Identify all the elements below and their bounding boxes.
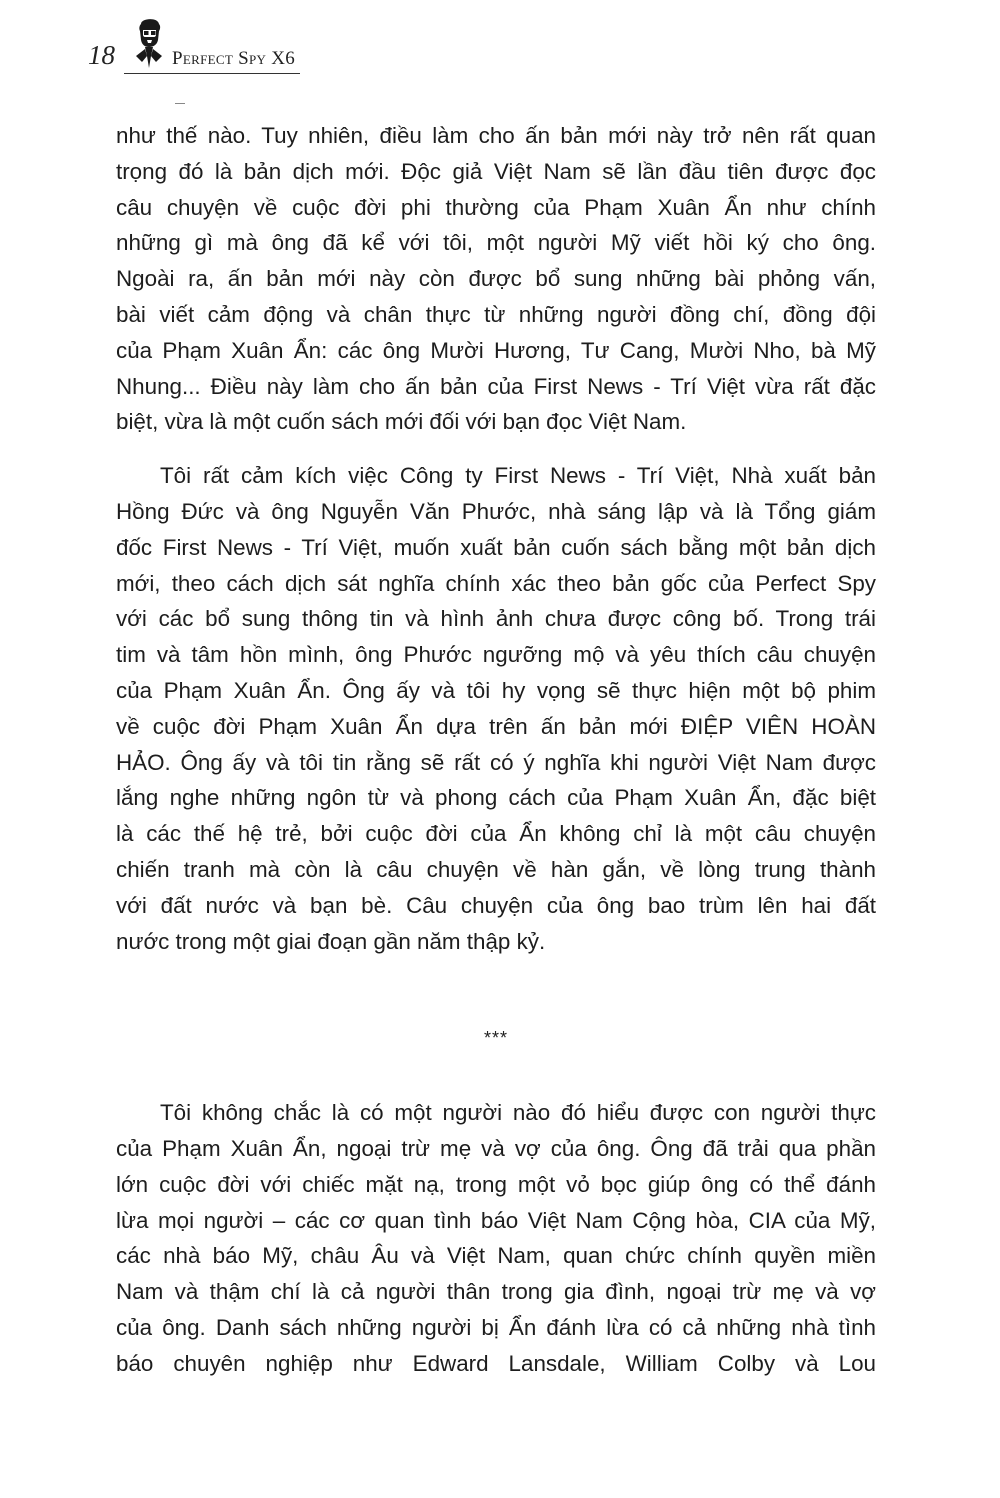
text-line: những gì mà ông đã kể với tôi, một người Mỹ viết hồi ký cho ông. (116, 230, 876, 256)
text-line: của Phạm Xuân Ẩn. Ông ấy và tôi hy vọng sẽ thực hiện một bộ phim (116, 677, 876, 703)
text-line: của Phạm Xuân Ẩn, ngoại trừ mẹ và vợ của ông. Ông đã trải qua phần (116, 1135, 876, 1161)
text-line: bài viết cảm động và chân thực từ những người đồng chí, đồng đội (116, 301, 876, 327)
print-speck (175, 103, 185, 104)
text-line: Ngoài ra, ấn bản mới này còn được bổ sung những bài phỏng vấn, (116, 266, 876, 292)
text-line: với các bổ sung thông tin và hình ảnh chưa được công bố. Trong trái (116, 606, 876, 632)
text-line: đốc First News - Trí Việt, muốn xuất bản cuốn sách bằng một bản dịch (116, 534, 876, 560)
text-line: là các thế hệ trẻ, bởi cuộc đời của Ẩn không chỉ là một câu chuyện (116, 821, 876, 847)
text-line: Tôi rất cảm kích việc Công ty First News - Trí Việt, Nhà xuất bản (160, 463, 876, 489)
running-title: Perfect Spy X6 (172, 48, 296, 69)
paragraph-1 (116, 118, 876, 440)
text-line: chiến tranh mà còn là câu chuyện về hàn gắn, về lòng trung thành (116, 856, 876, 882)
text-line: mới, theo cách dịch sát nghĩa chính xác theo bản gốc của Perfect Spy (116, 570, 876, 596)
section-separator: *** (483, 1028, 508, 1049)
page-header (88, 14, 308, 74)
portrait-icon (132, 16, 166, 68)
text-line: của Phạm Xuân Ẩn: các ông Mười Hương, Tư Cang, Mười Nho, bà Mỹ (116, 337, 876, 363)
text-line: lớn cuộc đời với chiếc mặt nạ, trong một vỏ bọc giúp ông có thể đánh (116, 1171, 876, 1197)
page-number: 18 (88, 40, 115, 70)
text-line: Nhung... Điều này làm cho ấn bản của First News - Trí Việt vừa rất đặc (116, 373, 876, 399)
text-line: các nhà báo Mỹ, châu Âu và Việt Nam, quan chức chính quyền miền (116, 1243, 876, 1269)
paragraph-3 (116, 1095, 876, 1381)
text-line: với đất nước và bạn bè. Câu chuyện của ông bao trùm lên hai đất (116, 892, 876, 918)
text-line: như thế nào. Tuy nhiên, điều làm cho ấn bản mới này trở nên rất quan (116, 123, 876, 148)
header-rule (124, 73, 300, 74)
text-line: Tôi không chắc là có một người nào đó hiểu được con người thực (160, 1100, 876, 1126)
text-line: báo chuyên nghiệp như Edward Lansdale, William Colby và Lou (116, 1350, 876, 1376)
text-line: Hồng Đức và ông Nguyễn Văn Phước, nhà sáng lập và là Tổng giám (116, 498, 876, 524)
text-line: Nam và thậm chí là cả người thân trong gia đình, ngoại trừ mẹ và vợ (116, 1279, 876, 1305)
text-line: lắng nghe những ngôn từ và phong cách của Phạm Xuân Ẩn, đặc biệt (116, 785, 876, 811)
text-line: của ông. Danh sách những người bị Ẩn đánh lừa có cả những nhà tình (116, 1314, 876, 1340)
paragraph-2 (116, 458, 876, 959)
text-line: lừa mọi người – các cơ quan tình báo Việt Nam Cộng hòa, CIA của Mỹ, (116, 1207, 876, 1233)
text-line: biệt, vừa là một cuốn sách mới đối với bạn đọc Việt Nam. (116, 409, 687, 435)
text-line: câu chuyện về cuộc đời phi thường của Phạm Xuân Ẩn như chính (116, 194, 876, 220)
text-line: nước trong một giai đoạn gần năm thập kỷ. (116, 928, 546, 954)
body-text (116, 118, 876, 1382)
text-line: HẢO. Ông ấy và tôi tin rằng sẽ rất có ý nghĩa khi người Việt Nam được (116, 749, 876, 775)
text-line: tim và tâm hồn mình, ông Phước ngưỡng mộ và yêu thích câu chuyện (116, 642, 876, 668)
text-line: trọng đó là bản dịch mới. Độc giả Việt Nam sẽ lần đầu tiên được đọc (116, 158, 876, 184)
text-line: về cuộc đời Phạm Xuân Ẩn dựa trên ấn bản mới ĐIỆP VIÊN HOÀN (116, 713, 876, 739)
